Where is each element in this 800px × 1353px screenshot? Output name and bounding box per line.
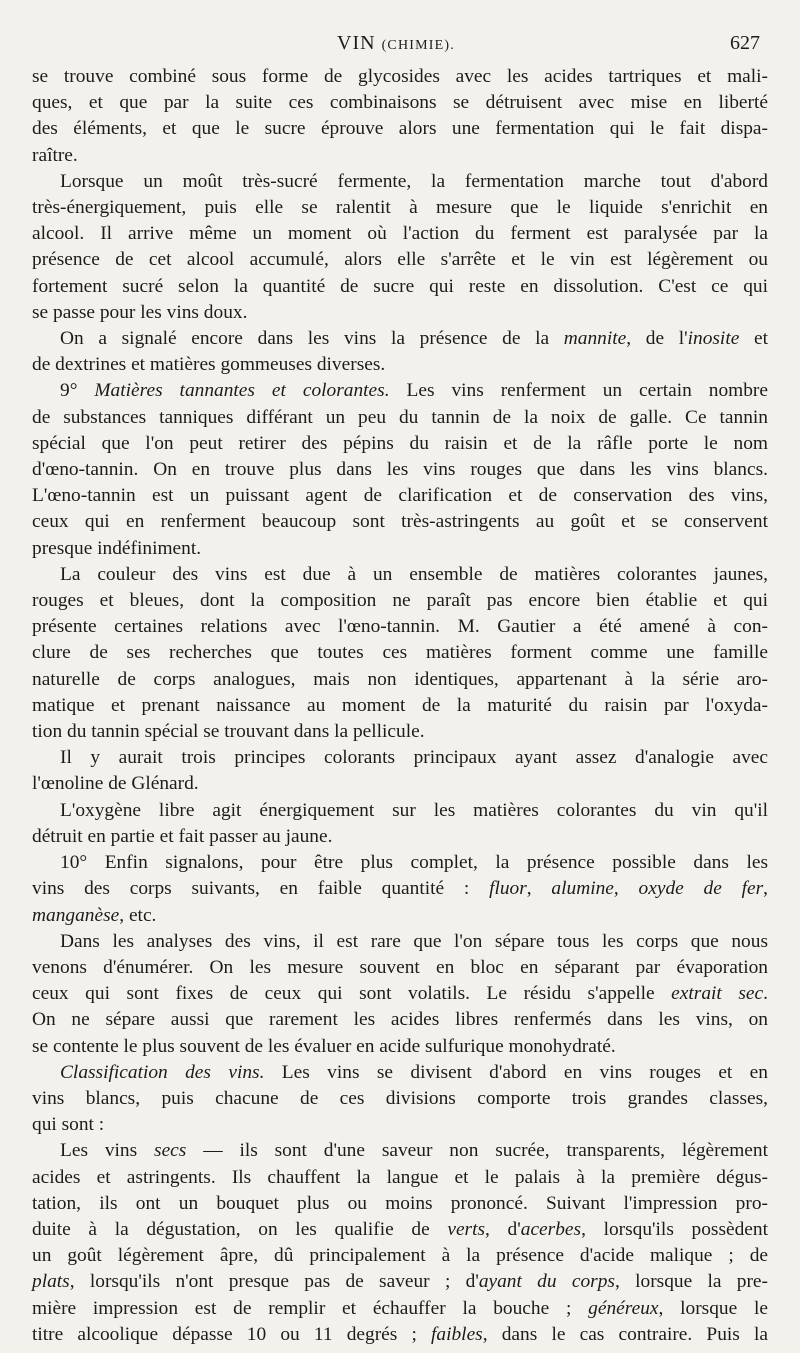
text-line: presque indéfiniment.: [32, 537, 202, 559]
text-line: d'œno-tannin. On en trouve plus dans les vins rouges que dans les vins blancs.: [32, 459, 768, 481]
italic-text: faibles: [431, 1323, 483, 1345]
text-span: Les vins se divisent d'abord en vins rouges et en: [264, 1061, 768, 1083]
text-line: ques, et que par la suite ces combinaisons se détruisent avec mise en liberté: [32, 92, 768, 114]
text-span: , dans le cas contraire. Puis la: [482, 1323, 768, 1345]
text-span: — ils sont d'une saveur non sucrée, transparents, légèrement: [186, 1140, 768, 1162]
text-span: et: [739, 328, 768, 350]
italic-text: ayant du corps: [478, 1271, 615, 1293]
text-span: ,: [763, 878, 768, 900]
running-header: [32, 32, 760, 56]
text-line: spécial que l'on peut retirer des pépins du raisin et de la râfle porte le nom: [32, 432, 768, 454]
text-span: Les vins: [60, 1140, 155, 1162]
italic-text: alumine: [551, 878, 614, 900]
body-text: [32, 64, 768, 1348]
text-line: L'oxygène libre agit énergiquement sur les matières colorantes du vin qu'il: [60, 799, 768, 821]
text-line: fortement sucré selon la quantité de sucre qui reste en dissolution. C'est ce qui: [32, 275, 768, 297]
text-line: de substances tanniques différant un peu du tannin de la noix de galle. Ce tannin: [32, 406, 768, 428]
italic-text: généreux: [588, 1297, 659, 1319]
italic-text: acerbes: [520, 1218, 582, 1240]
text-span: , de l': [626, 328, 688, 350]
section-heading-tannins: Matières tannantes et colorantes.: [94, 380, 390, 402]
text-span: titre alcoolique dépasse 10 ou 11 degrés ;: [32, 1323, 432, 1345]
text-line: de dextrines et matières gommeuses diverses.: [32, 354, 386, 376]
italic-text: mannite: [563, 328, 627, 350]
text-line: vins blancs, puis chacune de ces divisions comporte trois grandes classes,: [32, 1087, 768, 1109]
text-span: ceux qui sont fixes de ceux qui sont volatils. Le résidu s'appelle: [32, 983, 672, 1005]
text-line: [32, 981, 768, 1007]
italic-text: secs: [154, 1140, 187, 1162]
text-span: , lorsque le: [658, 1297, 769, 1319]
text-line: se passe pour les vins doux.: [32, 301, 248, 323]
text-line: [32, 1296, 768, 1322]
text-line: présente certaines relations avec l'œno-tannin. M. Gautier a été amené à con-: [32, 616, 768, 638]
text-line: [32, 876, 768, 902]
italic-text: manganèse: [32, 904, 120, 926]
text-line: qui sont :: [32, 1114, 105, 1136]
text-line: tation, ils ont un bouquet plus ou moins prononcé. Suivant l'impression pro-: [32, 1192, 768, 1214]
paragraph-sweet-must: [32, 169, 768, 326]
text-line: Il y aurait trois principes colorants principaux ayant assez d'analogie avec: [60, 747, 768, 769]
text-line: raître.: [32, 144, 78, 166]
paragraph-principles: [32, 745, 768, 797]
text-span: On a signalé encore dans les vins la présence de la: [60, 328, 564, 350]
text-line: [32, 903, 768, 929]
text-span: ,: [526, 878, 552, 900]
text-span: , d': [485, 1218, 521, 1240]
italic-text: verts: [447, 1218, 486, 1240]
italic-text: inosite: [687, 328, 740, 350]
text-line: [32, 1138, 768, 1164]
text-line: tion du tannin spécial se trouvant dans la pellicule.: [32, 721, 425, 743]
text-span: , etc.: [119, 904, 157, 926]
text-span: duite à la dégustation, on les qualifie de: [32, 1218, 448, 1240]
italic-text: fluor: [489, 878, 527, 900]
running-title-paren: (CHIMIE).: [381, 38, 455, 53]
text-line: Lorsque un moût très-sucré fermente, la fermentation marche tout d'abord: [60, 170, 768, 192]
paragraph-color: [32, 562, 768, 745]
page-number: 627: [730, 32, 760, 54]
text-line: [32, 1269, 768, 1295]
text-span: vins des corps suivants, en faible quantité :: [32, 878, 490, 900]
text-line: L'œno-tannin est un puissant agent de clarification et de conservation des vins,: [32, 485, 768, 507]
text-line: 10° Enfin signalons, pour être plus complet, la présence possible dans les: [60, 852, 768, 874]
paragraph-classification: [32, 1060, 768, 1139]
text-line: un goût légèrement âpre, dû principalement à la présence d'acide malique ; de: [32, 1245, 768, 1267]
text-span: , lorsque la pre-: [614, 1271, 768, 1293]
text-line: clure de ses recherches que toutes ces matières forment comme une famille: [32, 642, 768, 664]
text-span: mière impression est de remplir et échauffer la bouche ;: [32, 1297, 589, 1319]
running-title-main: VIN: [337, 32, 382, 54]
text-line: [32, 326, 768, 352]
paragraph-analyses: [32, 929, 768, 1060]
text-span: Les vins renferment un certain nombre: [389, 380, 768, 402]
section-heading-classification: Classification des vins.: [60, 1061, 265, 1083]
paragraph-continuation: [32, 64, 768, 169]
text-line: alcool. Il arrive même un moment où l'action du ferment est paralysée par la: [32, 223, 768, 245]
text-line: Dans les analyses des vins, il est rare que l'on sépare tous les corps que nous: [60, 930, 768, 952]
text-line: [32, 1322, 768, 1348]
italic-text: extrait sec: [671, 983, 764, 1005]
text-span: , lorsqu'ils n'ont presque pas de saveur ; d': [69, 1271, 479, 1293]
text-line: des éléments, et que le sucre éprouve alors une fermentation qui le fait dispa-: [32, 118, 768, 140]
paragraph-oxygen: [32, 798, 768, 850]
text-span: , lorsqu'ils possèdent: [581, 1218, 768, 1240]
text-line: La couleur des vins est due à un ensemble de matières colorantes jaunes,: [60, 563, 768, 585]
text-line: On ne sépare aussi que rarement les acides libres renfermés dans les vins, on: [32, 1009, 768, 1031]
text-line: ceux qui en renferment beaucoup sont très-astringents au goût et se conservent: [32, 511, 768, 533]
text-line: présence de cet alcool accumulé, alors elle s'arrête et le vin est légèrement ou: [32, 249, 768, 271]
text-span: 9°: [60, 380, 95, 402]
running-title: [32, 32, 760, 55]
text-span: .: [763, 983, 768, 1005]
italic-text: plats: [32, 1271, 70, 1293]
text-line: se trouve combiné sous forme de glycosides avec les acides tartriques et mali-: [32, 66, 768, 87]
text-line: l'œnoline de Glénard.: [32, 773, 199, 795]
text-line: venons d'énumérer. On les mesure souvent en bloc en séparant par évaporation: [32, 956, 768, 978]
text-line: naturelle de corps analogues, mais non identiques, appartenant à la série aro-: [32, 668, 768, 690]
text-line: se contente le plus souvent de les évaluer en acide sulfurique monohydraté.: [32, 1035, 616, 1057]
text-line: détruit en partie et fait passer au jaune.: [32, 825, 333, 847]
paragraph-dry-wines: [32, 1138, 768, 1348]
italic-text: oxyde de fer: [638, 878, 764, 900]
paragraph-mannite: [32, 326, 768, 378]
text-line: [32, 1217, 768, 1243]
text-line: [32, 378, 768, 404]
paragraph-tannins: [32, 378, 768, 561]
text-line: rouges et bleues, dont la composition ne paraît pas encore bien établie et qui: [32, 590, 768, 612]
text-line: acides et astringents. Ils chauffent la langue et le palais à la première dégus-: [32, 1166, 768, 1188]
paragraph-other-bodies: [32, 850, 768, 929]
text-span: ,: [613, 878, 639, 900]
text-line: [32, 1060, 768, 1086]
text-line: très-énergiquement, puis elle se ralentit à mesure que le liquide s'enrichit en: [32, 197, 768, 219]
text-line: matique et prenant naissance au moment de la maturité du raisin par l'oxyda-: [32, 694, 768, 716]
